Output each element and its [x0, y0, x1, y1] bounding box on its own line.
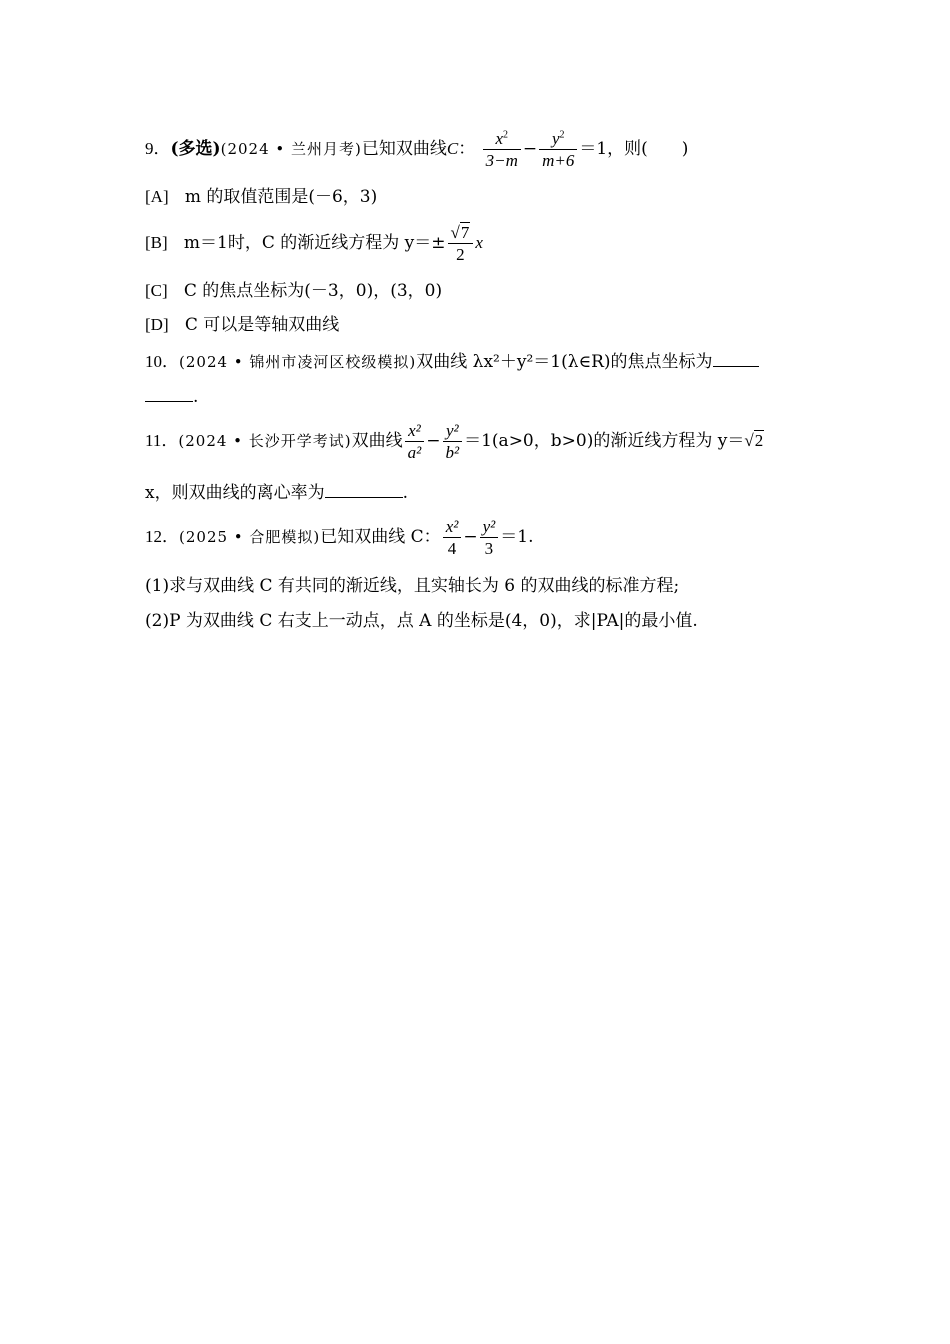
stem-text: 双曲线 λx²＋y²＝1(λ∈R)的焦点坐标为: [416, 352, 713, 372]
question-number: 9．: [145, 139, 171, 158]
question-11-line2: [145, 481, 408, 504]
answer-blank: [325, 481, 403, 498]
question-12-part-2: [145, 610, 698, 632]
question-9-stem: [145, 128, 688, 171]
minus-sign: −: [522, 139, 538, 159]
stem-text: 已知双曲线 C：: [320, 527, 441, 547]
stem-text: ＝1.: [500, 527, 534, 547]
fraction-y2-over-3: $\frac{\text{y²}}{3}$: [480, 516, 499, 559]
question-source: (2024 • 长沙开学考试): [178, 432, 352, 450]
sqrt-2: √2: [744, 431, 764, 450]
question-11-stem: [145, 420, 764, 463]
question-tag: (多选): [170, 139, 221, 159]
question-source: (2025 • 合肥模拟): [179, 528, 321, 546]
question-number: 10．: [145, 352, 179, 371]
fraction-root7-over-2: $\frac{√7}{2}$: [448, 222, 474, 265]
option-text: m＝1时，C 的渐近线方程为 y＝±: [183, 233, 446, 253]
curve-variable: C: [446, 139, 459, 158]
stem-text: x，则双曲线的离心率为: [145, 483, 325, 503]
question-10-blank-line: [145, 385, 198, 408]
variable-x: x: [475, 233, 483, 252]
fraction-x-squared: $\frac{x^2}{3-m}$: [483, 128, 521, 171]
question-number: 12．: [145, 527, 179, 546]
colon: ：: [458, 139, 476, 159]
period: .: [193, 387, 199, 407]
option-text: C 的焦点坐标为(－3，0)，(3，0): [183, 281, 443, 301]
minus-sign: −: [426, 431, 441, 451]
part-text: (2)P 为双曲线 C 右支上一动点，点 A 的坐标是(4，0)，求|PA|的最小值.: [145, 611, 698, 631]
stem-text: 已知双曲线: [361, 139, 447, 159]
stem-text: ＝1(a>0，b>0)的渐近线方程为 y＝: [464, 431, 745, 451]
stem-tail: ＝1，则( ): [579, 139, 689, 159]
question-12-part-1: [145, 575, 679, 597]
option-label: [C]: [145, 281, 168, 300]
fraction-x2-over-4: $\frac{\text{x²}}{4}$: [443, 516, 462, 559]
fraction-y2-over-b2: $\frac{\text{y²}}{\text{b²}}$: [443, 420, 463, 463]
answer-blank: [713, 350, 759, 367]
part-text: (1)求与双曲线 C 有共同的渐近线，且实轴长为 6 的双曲线的标准方程;: [145, 576, 680, 596]
question-source: (2024 • 锦州市凌河区校级模拟): [179, 353, 417, 371]
question-10-stem: [145, 350, 759, 373]
option-label: [A]: [145, 187, 169, 206]
fraction-x2-over-a2: $\frac{\text{x²}}{\text{a²}}$: [405, 420, 425, 463]
option-b: [145, 222, 483, 265]
option-label: [B]: [145, 233, 168, 252]
question-12-stem: [145, 516, 533, 559]
stem-text: 双曲线: [351, 431, 403, 451]
option-a: [145, 186, 377, 208]
period: .: [402, 483, 408, 503]
minus-sign: −: [463, 527, 478, 547]
option-label: [D]: [145, 315, 169, 334]
option-d: [145, 314, 339, 336]
option-c: [145, 280, 442, 302]
option-text: m 的取值范围是(－6，3): [184, 187, 378, 207]
question-source: (2024 • 兰州月考): [220, 140, 362, 158]
option-text: C 可以是等轴双曲线: [184, 315, 340, 335]
answer-blank: [145, 385, 193, 402]
question-number: 11．: [145, 431, 179, 450]
fraction-y-squared: $\frac{y^2}{m+6}$: [539, 128, 577, 171]
